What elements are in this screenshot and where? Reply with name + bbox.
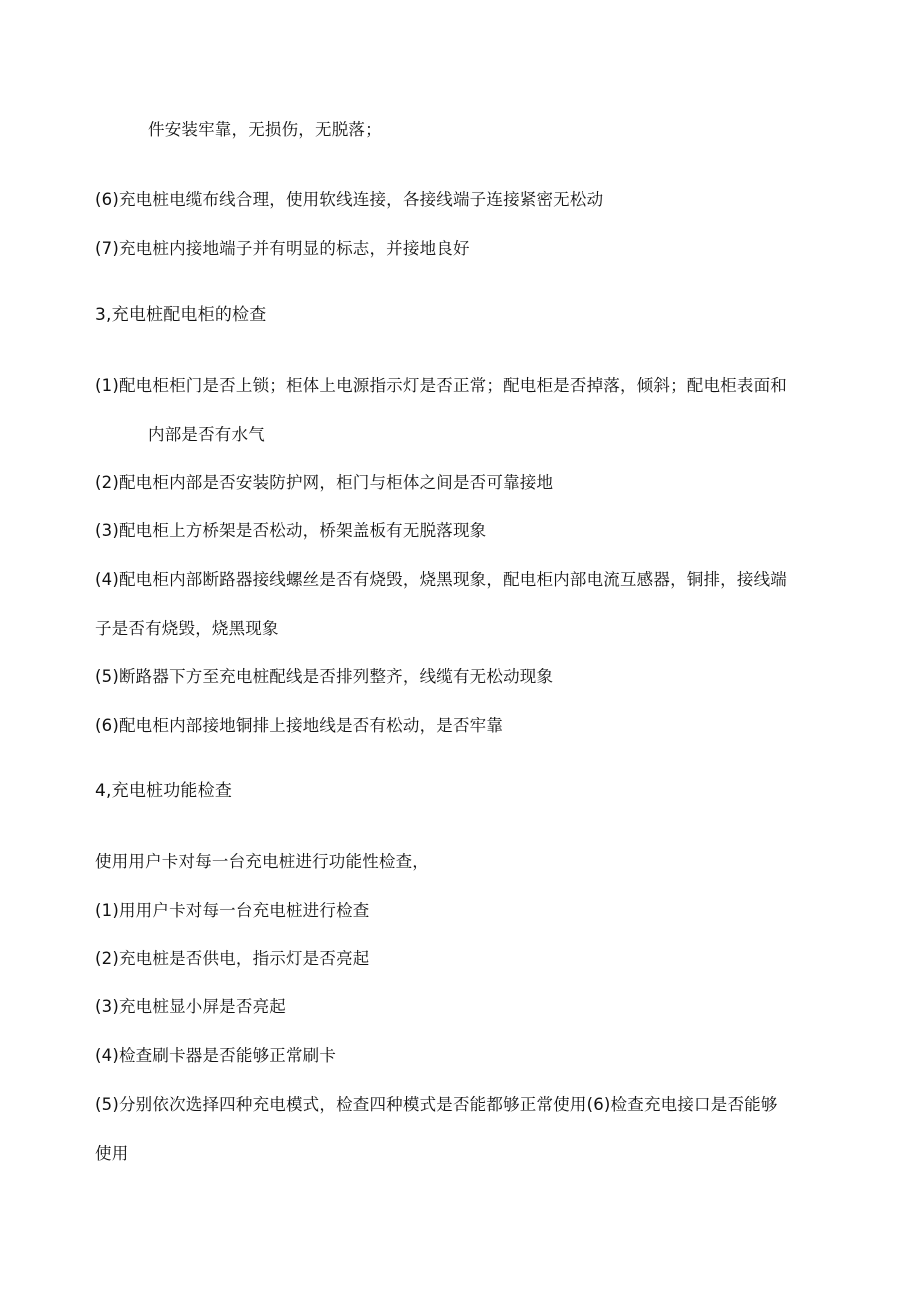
section-heading-function-check: 4,充电桩功能检查 <box>95 781 233 801</box>
list-item-6-cable: (6)充电桩电缆布线合理，使用软线连接，各接线端子连接紧密无松动 <box>95 190 604 209</box>
list-item-3-bridge-frame: (3)配电柜上方桥架是否松动，桥架盖板有无脱落现象 <box>95 521 487 540</box>
list-item-4-card-reader: (4)检查刷卡器是否能够正常刷卡 <box>95 1046 337 1065</box>
list-item-1-continuation: 内部是否有水气 <box>148 425 265 444</box>
text-line-continuation: 件安装牢靠，无损伤，无脱落； <box>148 120 382 139</box>
list-item-5-wiring: (5)断路器下方至充电桩配线是否排列整齐，线缆有无松动现象 <box>95 667 554 686</box>
list-item-7-grounding: (7)充电桩内接地端子并有明显的标志，并接地良好 <box>95 239 470 258</box>
list-item-5-continuation: 使用 <box>95 1144 129 1163</box>
list-item-1-cabinet-door: (1)配电柜柜门是否上锁；柜体上电源指示灯是否正常；配电柜是否掉落，倾斜；配电柜表面和 <box>95 376 787 395</box>
list-item-5-charging-modes: (5)分别依次选择四种充电模式，检查四种模式是否能都够正常使用(6)检查充电接口是否能够 <box>95 1095 778 1114</box>
list-item-6-ground-busbar: (6)配电柜内部接地铜排上接地线是否有松动，是否牢靠 <box>95 716 504 735</box>
list-item-2-power: (2)充电桩是否供电，指示灯是否亮起 <box>95 949 370 968</box>
list-item-1-user-card: (1)用用户卡对每一台充电桩进行检查 <box>95 901 370 920</box>
list-item-2-protective-net: (2)配电柜内部是否安装防护网，柜门与柜体之间是否可靠接地 <box>95 473 554 492</box>
paragraph-user-card: 使用用户卡对每一台充电桩进行功能性检查， <box>95 852 429 871</box>
list-item-3-screen: (3)充电桩显小屏是否亮起 <box>95 997 286 1016</box>
section-heading-distribution-cabinet: 3,充电桩配电柜的检查 <box>95 305 267 325</box>
list-item-4-breaker: (4)配电柜内部断路器接线螺丝是否有烧毁，烧黑现象，配电柜内部电流互感器，铜排，接线端 <box>95 570 787 589</box>
list-item-4-continuation: 子是否有烧毁，烧黑现象 <box>95 619 279 638</box>
